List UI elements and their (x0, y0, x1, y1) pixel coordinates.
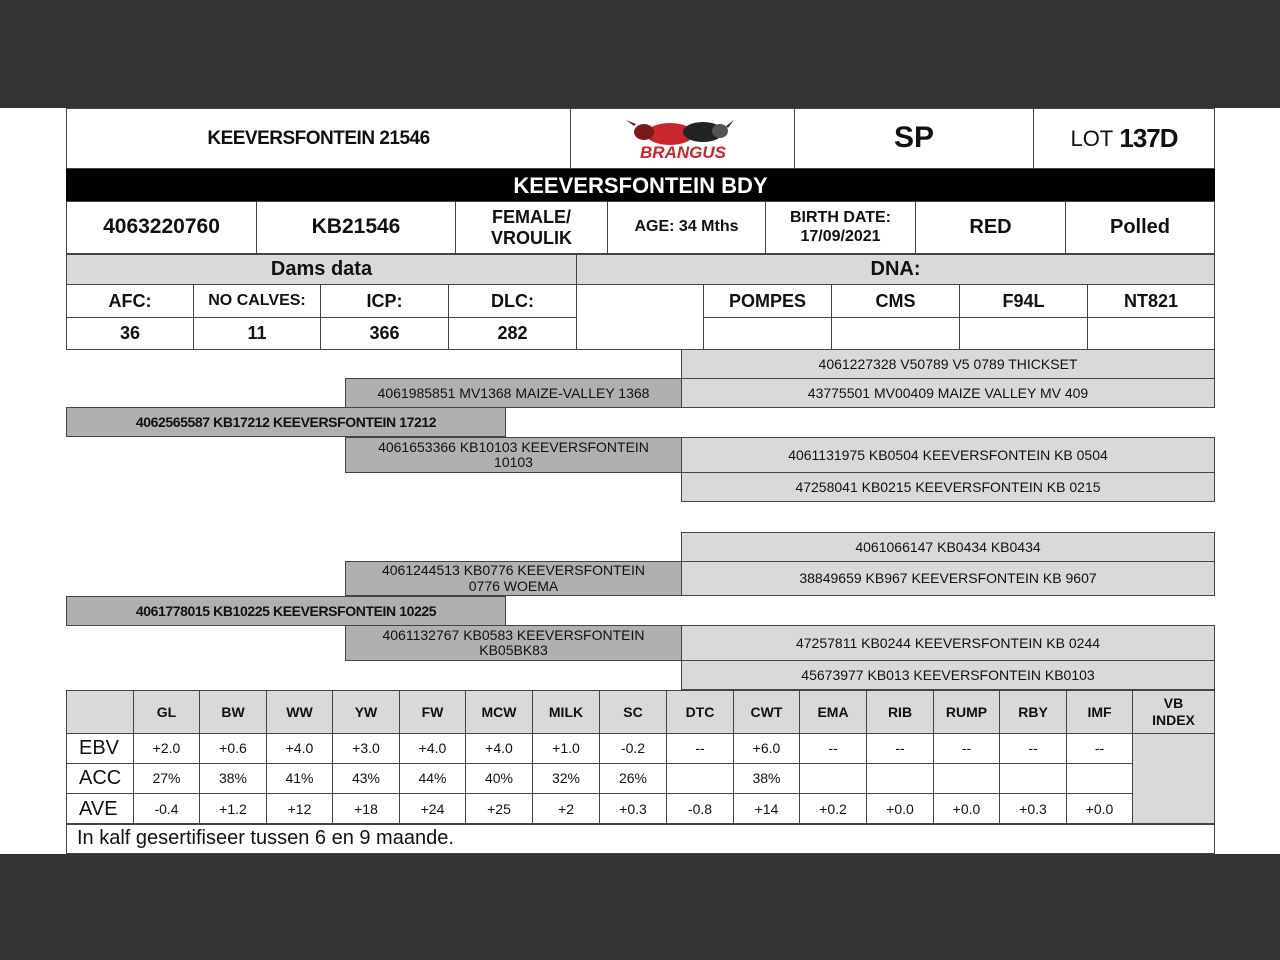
ebv-cell-ebv-dtc: -- (666, 733, 734, 764)
stud-title: KEEVERSFONTEIN BDY (66, 169, 1215, 202)
brand-logo-text: BRANGUS (639, 142, 726, 162)
pedigree-sire-dam-line2: 10103 (494, 454, 533, 470)
ebv-cell-acc-milk: 32% (532, 763, 600, 794)
ebv-header-fw: FW (399, 690, 466, 734)
ident-number: KB21546 (256, 201, 456, 254)
afc-value: 36 (66, 317, 194, 350)
ebv-table (66, 690, 1215, 824)
ebv-cell-ebv-ema: -- (799, 733, 867, 764)
ebv-cell-ave-rib: +0.0 (866, 793, 934, 825)
pedigree-dam-dam (345, 625, 682, 661)
dna-title: DNA: (576, 254, 1215, 285)
pedigree-dam: 4061778015 KB10225 KEEVERSFONTEIN 10225 (66, 596, 506, 626)
ebv-cell-ebv-ww: +4.0 (266, 733, 333, 764)
ebv-header-cwt: CWT (733, 690, 800, 734)
vb-label-line1: VB (1163, 695, 1184, 712)
sex-line1: FEMALE/ (492, 206, 571, 227)
animal-name: KEEVERSFONTEIN 21546 (66, 108, 571, 169)
ebv-cell-ebv-sc: -0.2 (599, 733, 667, 764)
dna-blank (576, 284, 704, 350)
pedigree-dam-sire-line2: 0776 WOEMA (468, 577, 559, 594)
ebv-header-bw: BW (199, 690, 267, 734)
vb-index-header (1132, 690, 1215, 734)
ebv-cell-acc-ww: 41% (266, 763, 333, 794)
pedigree-dsd: 38849659 KB967 KEEVERSFONTEIN KB 9607 (681, 561, 1215, 596)
ebv-header-sc: SC (599, 690, 667, 734)
ebv-cell-acc-rib (866, 763, 934, 794)
ebv-cell-ebv-milk: +1.0 (532, 733, 600, 764)
ebv-cell-ave-fw: +24 (399, 793, 466, 825)
birth-date (765, 201, 916, 254)
ebv-header-ema: EMA (799, 690, 867, 734)
brangus-bull-icon (608, 116, 758, 162)
vb-index-value (1132, 733, 1215, 825)
sex-line2: VROULIK (491, 227, 572, 248)
ebv-cell-acc-rump (933, 763, 1000, 794)
color: RED (915, 201, 1066, 254)
ebv-cell-ebv-rby: -- (999, 733, 1067, 764)
ebv-header-yw: YW (332, 690, 400, 734)
birth-label: BIRTH DATE: (789, 209, 892, 227)
ebv-cell-ebv-imf: -- (1066, 733, 1133, 764)
ebv-cell-acc-dtc (666, 763, 734, 794)
ebv-header-dtc: DTC (666, 690, 734, 734)
ebv-header-imf: IMF (1066, 690, 1133, 734)
horn-status: Polled (1065, 201, 1215, 254)
pedigree-sss: 4061227328 V50789 V5 0789 THICKSET (681, 349, 1215, 379)
ebv-cell-ebv-mcw: +4.0 (465, 733, 533, 764)
ebv-row-label-ebv: EBV (66, 733, 134, 764)
vb-label-line2: INDEX (1152, 712, 1195, 728)
lot-prefix: LOT (1070, 125, 1114, 151)
ebv-cell-acc-fw: 44% (399, 763, 466, 794)
ebv-row-label-acc: ACC (66, 763, 134, 794)
ebv-cell-acc-ema (799, 763, 867, 794)
ebv-cell-ave-imf: +0.0 (1066, 793, 1133, 825)
ebv-cell-acc-gl: 27% (133, 763, 200, 794)
pedigree-dam-sire-line1: 4061244513 KB0776 KEEVERSFONTEIN (381, 562, 646, 579)
ebv-cell-ave-sc: +0.3 (599, 793, 667, 825)
ebv-corner (66, 690, 134, 734)
afc-label: AFC: (66, 284, 194, 318)
ebv-cell-ave-ww: +12 (266, 793, 333, 825)
pedigree-sire: 4062565587 KB17212 KEEVERSFONTEIN 17212 (66, 407, 506, 437)
dna-value-f94l (959, 317, 1088, 350)
ebv-cell-ebv-cwt: +6.0 (733, 733, 800, 764)
age: AGE: 34 Mths (607, 201, 766, 254)
dna-marker-pompes: POMPES (703, 284, 832, 318)
ebv-row-label-ave: AVE (66, 793, 134, 825)
calves-value: 11 (193, 317, 321, 350)
ebv-header-gl: GL (133, 690, 200, 734)
birth-date-value: 17/09/2021 (800, 227, 881, 245)
ebv-cell-acc-mcw: 40% (465, 763, 533, 794)
sex (455, 201, 608, 254)
category: SP (794, 108, 1034, 169)
ebv-cell-ebv-yw: +3.0 (332, 733, 400, 764)
brangus-logo (570, 108, 795, 169)
dams-title: Dams data (66, 254, 577, 285)
ebv-header-milk: MILK (532, 690, 600, 734)
dna-value-nt821 (1087, 317, 1215, 350)
ebv-cell-ave-rby: +0.3 (999, 793, 1067, 825)
ebv-cell-ave-cwt: +14 (733, 793, 800, 825)
ebv-cell-acc-bw: 38% (199, 763, 267, 794)
lot-cell (1033, 108, 1215, 169)
icp-value: 366 (320, 317, 449, 350)
pedigree-ddd: 45673977 KB013 KEEVERSFONTEIN KB0103 (681, 660, 1215, 690)
pedigree-dam-sire (345, 561, 682, 596)
dna-marker-nt821: NT821 (1087, 284, 1215, 318)
ebv-cell-ebv-rib: -- (866, 733, 934, 764)
dna-value-cms (831, 317, 960, 350)
pedigree-sire-sire: 4061985851 MV1368 MAIZE-VALLEY 1368 (345, 378, 682, 408)
ebv-cell-ave-gl: -0.4 (133, 793, 200, 825)
footer-note: In kalf gesertifiseer tussen 6 en 9 maande. (66, 823, 1215, 854)
pedigree-sds: 4061131975 KB0504 KEEVERSFONTEIN KB 0504 (681, 437, 1215, 473)
ebv-cell-ebv-bw: +0.6 (199, 733, 267, 764)
ebv-cell-ave-mcw: +25 (465, 793, 533, 825)
pedigree-dam-dam-line2: KB05BK83 (479, 642, 548, 658)
ebv-cell-acc-imf (1066, 763, 1133, 794)
registration-number: 4063220760 (66, 201, 257, 254)
calves-label: NO CALVES: (193, 284, 321, 318)
ebv-cell-ave-rump: +0.0 (933, 793, 1000, 825)
ebv-cell-ave-dtc: -0.8 (666, 793, 734, 825)
pedigree-dss: 4061066147 KB0434 KB0434 (681, 532, 1215, 562)
ebv-cell-acc-cwt: 38% (733, 763, 800, 794)
dlc-value: 282 (448, 317, 577, 350)
dna-marker-f94l: F94L (959, 284, 1088, 318)
ebv-header-mcw: MCW (465, 690, 533, 734)
lot-number: 137D (1119, 122, 1178, 153)
ebv-header-rby: RBY (999, 690, 1067, 734)
ebv-cell-acc-sc: 26% (599, 763, 667, 794)
pedigree-ssd: 43775501 MV00409 MAIZE VALLEY MV 409 (681, 378, 1215, 408)
dlc-label: DLC: (448, 284, 577, 318)
pedigree-sire-dam (345, 437, 682, 473)
ebv-cell-ave-milk: +2 (532, 793, 600, 825)
ebv-cell-acc-rby (999, 763, 1067, 794)
dna-marker-cms: CMS (831, 284, 960, 318)
dna-value-pompes (703, 317, 832, 350)
ebv-header-ww: WW (266, 690, 333, 734)
ebv-cell-ebv-fw: +4.0 (399, 733, 466, 764)
ebv-header-rump: RUMP (933, 690, 1000, 734)
ebv-cell-ave-yw: +18 (332, 793, 400, 825)
pedigree-dam-dam-line1: 4061132767 KB0583 KEEVERSFONTEIN (382, 626, 645, 643)
pedigree-sire-dam-line1: 4061653366 KB10103 KEEVERSFONTEIN (378, 438, 649, 455)
pedigree-dds: 47257811 KB0244 KEEVERSFONTEIN KB 0244 (681, 625, 1215, 661)
ebv-cell-ebv-rump: -- (933, 733, 1000, 764)
ebv-cell-acc-yw: 43% (332, 763, 400, 794)
lot-sheet (0, 108, 1280, 854)
ebv-cell-ave-ema: +0.2 (799, 793, 867, 825)
pedigree-sdd: 47258041 KB0215 KEEVERSFONTEIN KB 0215 (681, 472, 1215, 502)
icp-label: ICP: (320, 284, 449, 318)
ebv-header-rib: RIB (866, 690, 934, 734)
ebv-cell-ebv-gl: +2.0 (133, 733, 200, 764)
ebv-cell-ave-bw: +1.2 (199, 793, 267, 825)
